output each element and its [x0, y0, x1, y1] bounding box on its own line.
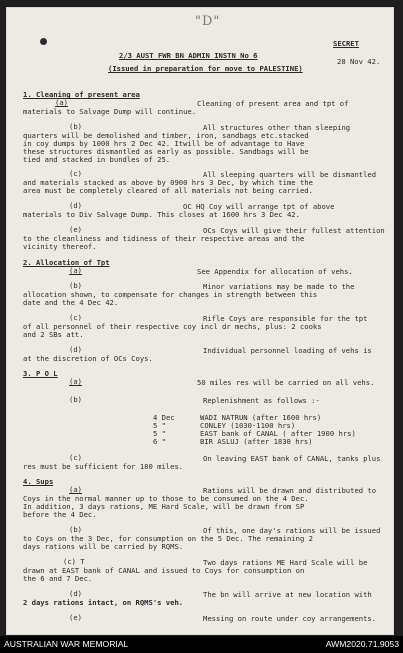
- para-text: at the discretion of OCs Coys.: [23, 354, 153, 363]
- para-label: (b): [69, 395, 82, 404]
- para-text: area must be completely cleared of all materials not being carried.: [23, 186, 313, 195]
- para-label: (a): [69, 377, 82, 386]
- para-text: Cleaning of present area and tpt of: [197, 99, 349, 108]
- para-text: res must be sufficient for 180 miles.: [23, 462, 184, 471]
- handwritten-mark: "D": [195, 14, 221, 29]
- para-text: OCs Coys will give their fullest attention: [203, 226, 385, 235]
- para-text: Rifle Coys are responsible for the tpt: [203, 314, 368, 323]
- para-text: Rations will be drawn and distributed to: [203, 486, 377, 495]
- para-text: vicinity thereof.: [23, 242, 97, 251]
- para-label: (c) T: [63, 557, 85, 566]
- para-text: of all personnel of their respective coy incl dr mechs, plus: 2 cooks: [23, 322, 322, 331]
- para-text: to the cleanliness and tidiness of their respective areas and the: [23, 234, 305, 243]
- para-label: (d): [69, 345, 82, 354]
- para-text: Coys in the normal manner up to those to be consumed on the 4 Dec.: [23, 494, 309, 503]
- section-heading: 4. Sups: [23, 477, 54, 486]
- document-title: 2/3 AUST FWR BN ADMIN INSTN No 6: [119, 51, 258, 60]
- para-text: before the 4 Dec.: [23, 510, 97, 519]
- para-label: (b): [69, 122, 82, 131]
- archive-reference: AWM2020.71.9053: [325, 639, 399, 649]
- para-text: All structures other than sleeping: [203, 123, 351, 132]
- para-label: (d): [69, 589, 82, 598]
- para-label: (b): [69, 281, 82, 290]
- para-text: The bn will arrive at new location with: [203, 590, 372, 599]
- para-text: OC HQ Coy will arrange tpt of above: [183, 202, 335, 211]
- para-text: these structures dismantled as early as possible. Sandbags will be: [23, 147, 309, 156]
- para-label: (b): [69, 525, 82, 534]
- section-heading: 3. P O L: [23, 369, 58, 378]
- classification-label: SECRET: [333, 39, 359, 48]
- para-text: and 2 SBs att.: [23, 330, 84, 339]
- para-text: All sleeping quarters will be dismantled: [203, 170, 377, 179]
- para-text: Individual personnel loading of vehs is: [203, 346, 372, 355]
- document-page: [7, 8, 393, 634]
- para-text: See Appendix for allocation of vehs.: [197, 267, 353, 276]
- para-label: (a): [69, 485, 82, 494]
- para-label: (c): [69, 453, 82, 462]
- para-text: to Coys on the 3 Dec, for consumption on the 5 Dec. The remaining 2: [23, 534, 313, 543]
- replenish-day: 5 ": [153, 421, 166, 430]
- para-text: days rations will be carried by RQMS.: [23, 542, 184, 551]
- replenish-day: 6 ": [153, 437, 166, 446]
- para-text: 50 miles res will be carried on all vehs.: [197, 378, 375, 387]
- replenish-place: BIR ASLUJ (after 1830 hrs): [200, 437, 313, 446]
- para-text: Minor variations may be made to the: [203, 282, 355, 291]
- section-heading: 1. Cleaning of present area: [23, 90, 140, 99]
- section-heading: 2. Allocation of Tpt: [23, 258, 110, 267]
- para-text: Of this, one day's rations will be issued: [203, 526, 381, 535]
- punch-hole: [40, 38, 47, 45]
- para-text: and materials stacked as above by 0900 hrs 3 Dec, by which time the: [23, 178, 313, 187]
- para-label: (c): [69, 313, 82, 322]
- replenish-day: 4 Dec: [153, 413, 175, 422]
- replenish-place: WADI NATRUN (after 1600 hrs): [200, 413, 322, 422]
- para-text: allocation shown, to compensate for changes in strength between this: [23, 290, 318, 299]
- para-text: date and the 4 Dec 42.: [23, 298, 119, 307]
- replenish-place: EAST bank of CANAL ( after 1900 hrs): [200, 429, 356, 438]
- para-label: (d): [69, 201, 82, 210]
- para-text: On leaving EAST bank of CANAL, tanks plus: [203, 454, 381, 463]
- archive-footer: [0, 636, 403, 653]
- para-text: Replenishment as follows :-: [203, 396, 320, 405]
- para-text: in coy dumps by 1000 hrs 2 Dec 42. Itwill be of advantage to Have: [23, 139, 305, 148]
- para-label: (e): [69, 225, 82, 234]
- para-label: (a): [69, 266, 82, 275]
- para-text: Messing on route under coy arrangements.: [203, 614, 377, 623]
- document-subtitle: (Issued in preparation for move to PALESTINE): [108, 64, 303, 73]
- para-text: tied and stacked in bundles of 25.: [23, 155, 171, 164]
- para-text: materials to Div Salvage Dump. This closes at 1600 hrs 3 Dec 42.: [23, 210, 300, 219]
- para-text: quarters will be demolished and timber, iron, sandbags etc.stacked: [23, 131, 309, 140]
- document-date: 28 Nov 42.: [337, 57, 381, 66]
- replenish-day: 5 ": [153, 429, 166, 438]
- archive-name: AUSTRALIAN WAR MEMORIAL: [4, 639, 129, 649]
- para-text: the 6 and 7 Dec.: [23, 574, 93, 583]
- para-text: 2 days rations intact, on RQMS's veh.: [23, 598, 184, 607]
- para-text: materials to Salvage Dump will continue.: [23, 107, 197, 116]
- para-text: drawn at EAST bank of CANAL and issued to Coys for consumption on: [23, 566, 305, 575]
- para-label: (a): [55, 98, 68, 107]
- para-label: (e): [69, 613, 82, 622]
- para-text: Two days rations ME Hard Scale will be: [203, 558, 368, 567]
- para-text: In addition, 3 days rations, ME Hard Scale, will be drawn from SP: [23, 502, 305, 511]
- para-label: (c): [69, 169, 82, 178]
- replenish-place: CONLEY (1030-1100 hrs): [200, 421, 296, 430]
